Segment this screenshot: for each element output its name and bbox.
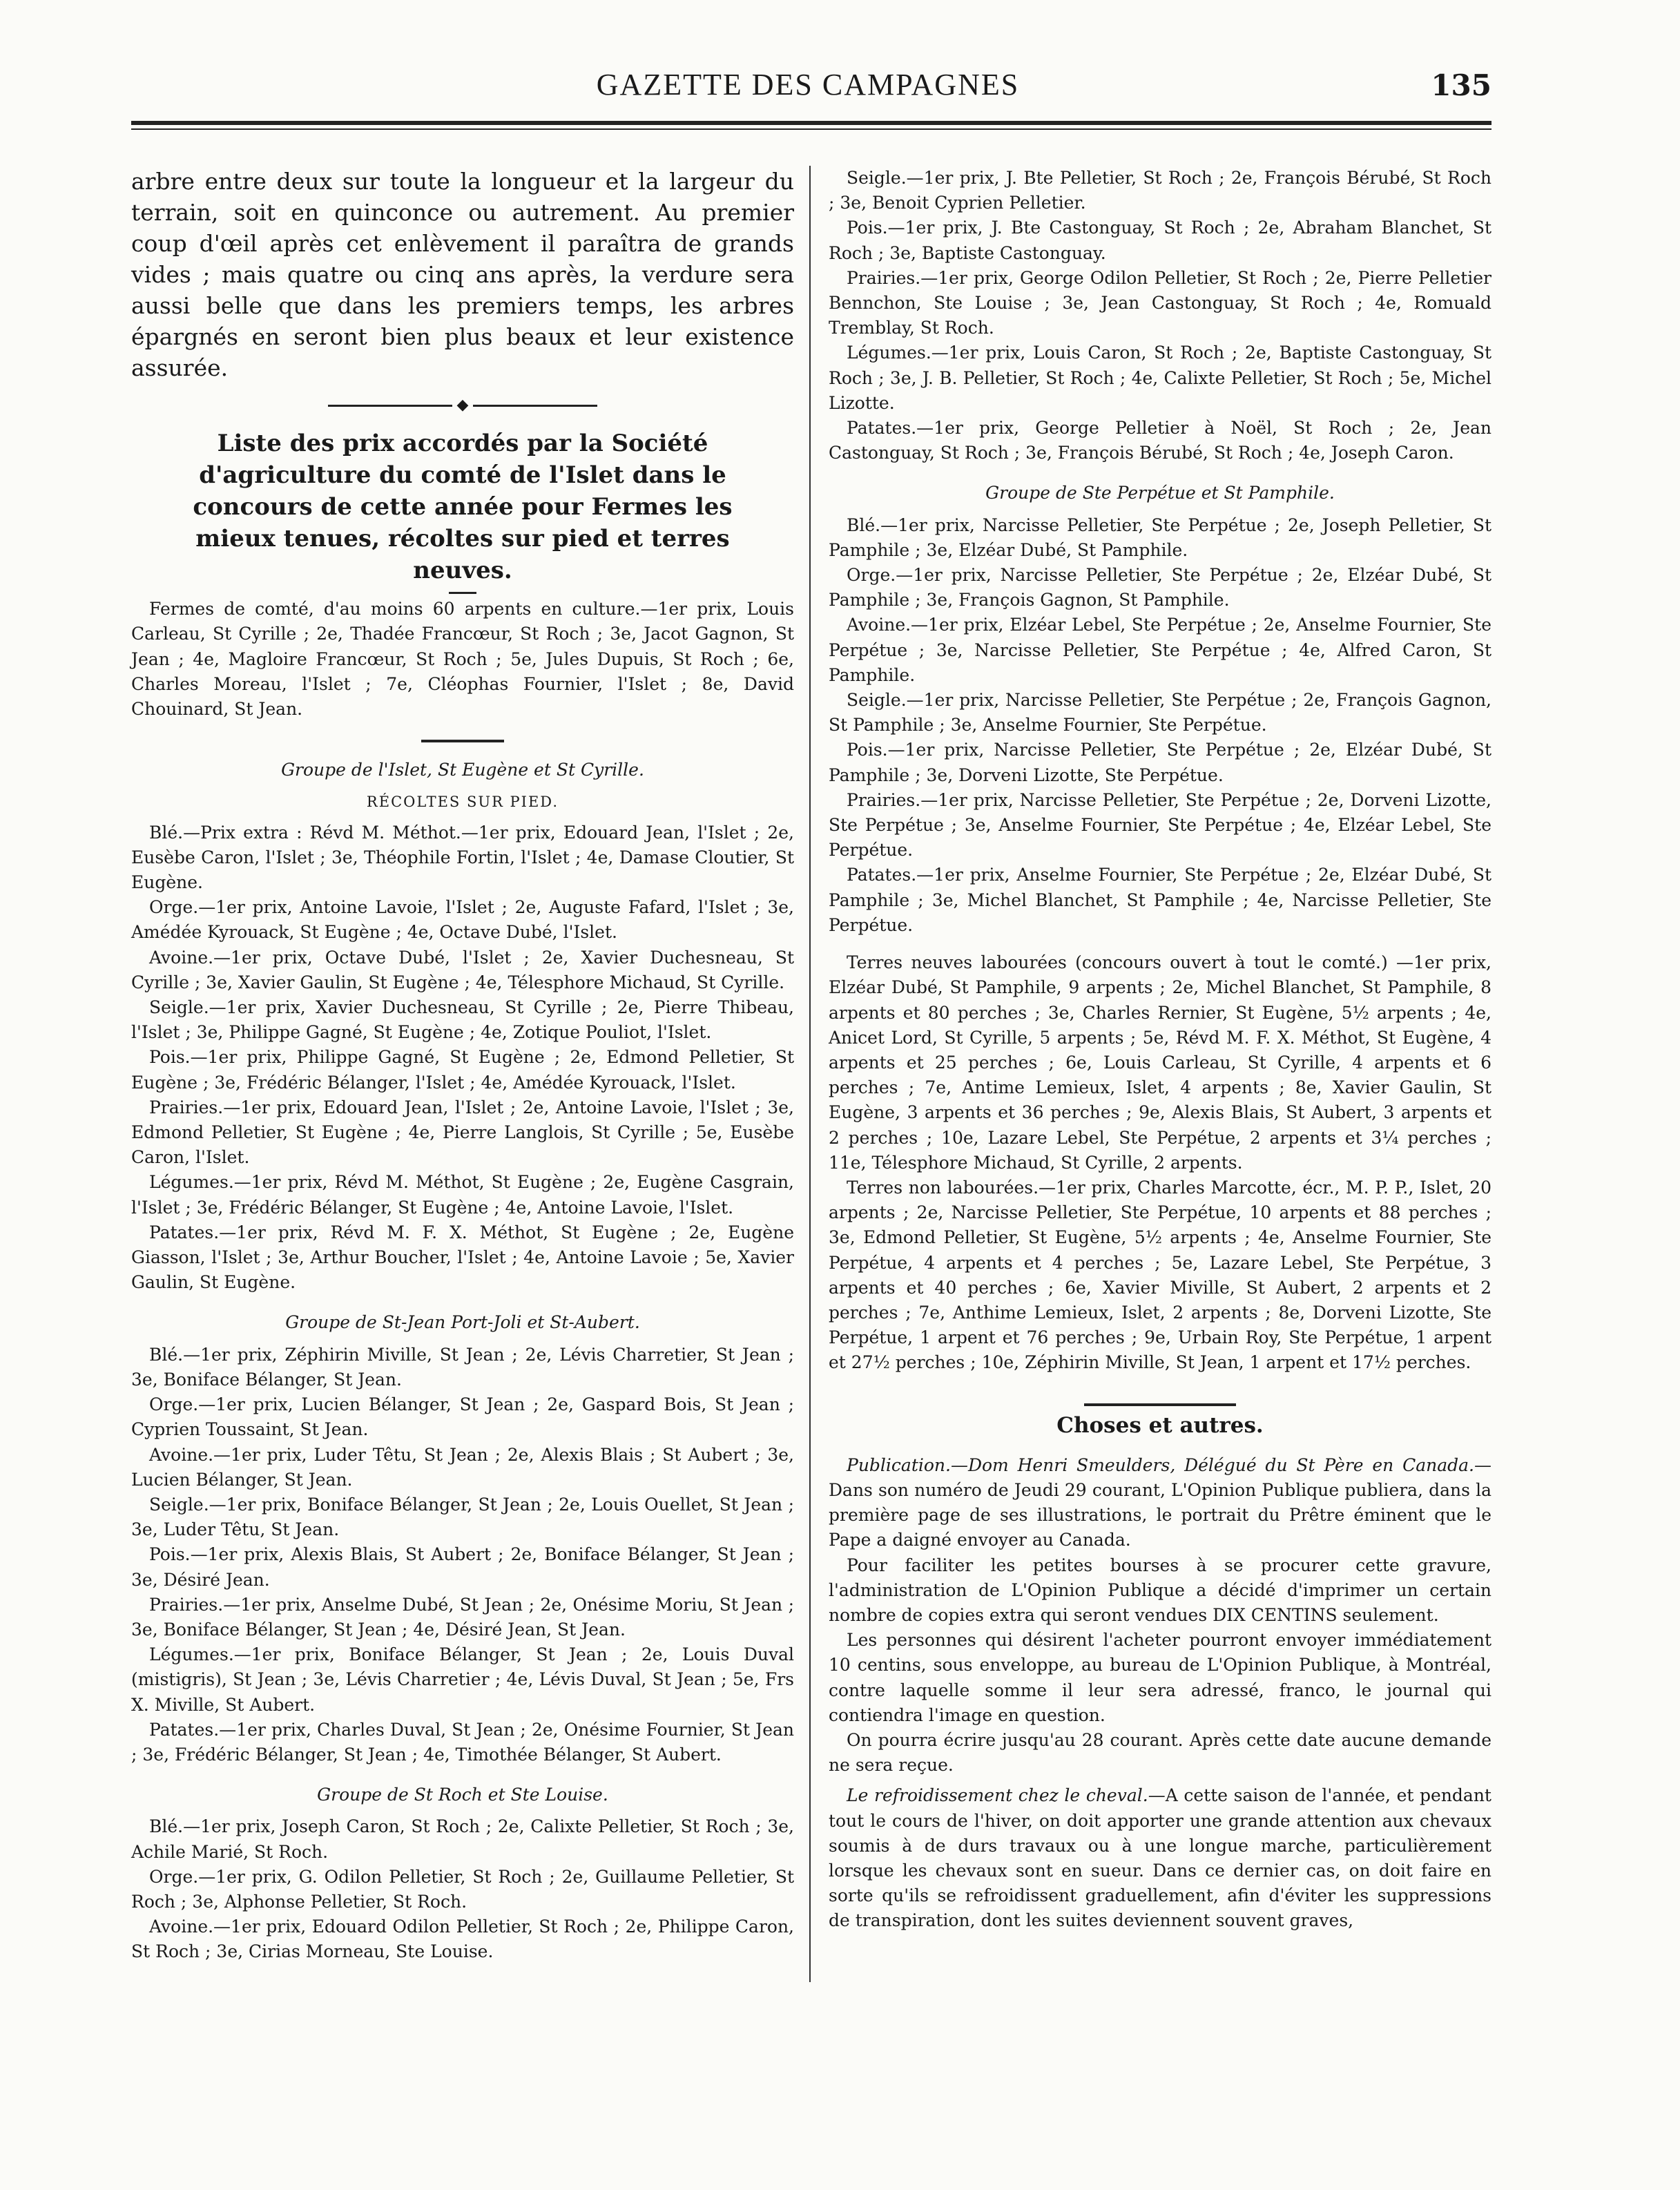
prize-entry: Avoine.—1er prix, Edouard Odilon Pelletier, St Roch ; 2e, Philippe Caron, St Roch ; 3e, Cirias Morneau, Ste Louise. [131,1917,794,1962]
prize-entry: Pois.—1er prix, J. Bte Castonguay, St Roch ; 2e, Abraham Blanchet, St Roch ; 3e, Baptiste Castonguay. [829,218,1491,263]
section-divider [421,740,504,742]
cheval-lead: Le refroidissement chez le cheval. [847,1785,1148,1806]
prize-entry: Patates.—1er prix, Révd M. F. X. Méthot, St Eugène ; 2e, Eugène Giasson, l'Islet ; 3e, Arthur Boucher, l'Islet ; 4e, Antoine Lavoie ; 5e, Xavier Gaulin, St Eugène. [131,1222,794,1293]
group-title: Groupe de St-Jean Port-Joli et St-Aubert. [285,1312,640,1333]
publication-lead: Publication.—Dom Henri Smeulders, Délégué du St Père en Canada. [847,1454,1474,1475]
prize-entry: Patates.—1er prix, Charles Duval, St Jean ; 2e, Onésime Fournier, St Jean ; 3e, Frédéric Bélanger, St Jean ; 4e, Timothée Bélanger, St Aubert. [131,1719,794,1765]
prize-list-headline: Liste des prix accordés par la Société d'agriculture du comté de l'Islet dans le concours de cette année pour Fermes les mieux tenues, récoltes sur pied et terres neuves. [193,430,733,585]
prize-entry: Légumes.—1er prix, Louis Caron, St Roch ; 2e, Baptiste Castonguay, St Roch ; 3e, J. B. Pelletier, St Roch ; 4e, Calixte Pelletier, St Roch ; 5e, Michel Lizotte. [829,343,1491,413]
prize-entry: Orge.—1er prix, Antoine Lavoie, l'Islet ; 2e, Auguste Fafard, l'Islet ; 3e, Amédée Kyrouack, St Eugène ; 4e, Octave Dubé, l'Islet. [131,897,794,943]
publication-title: GAZETTE DES CAMPAGNES [596,68,1020,102]
prize-entry: Avoine.—1er prix, Luder Têtu, St Jean ; 2e, Alexis Blais ; St Aubert ; 3e, Lucien Bélanger, St Jean. [131,1444,794,1490]
prize-entry: Seigle.—1er prix, Xavier Duchesneau, St Cyrille ; 2e, Pierre Thibeau, l'Islet ; 3e, Philippe Gagné, St Eugène ; 4e, Zotique Pouliot, l'Islet. [131,997,794,1043]
fermes-paragraph: Fermes de comté, d'au moins 60 arpents en culture.—1er prix, Louis Carleau, St Cyrille ; 2e, Thadée Francœur, St Roch ; 3e, Jacot Gagnon, St Jean ; 4e, Magloire Francœur, St Roch ; 5e, Jules Dupuis, St Roch ; 6e, Charles Moreau, l'Islet ; 7e, Cléophas Fournier, l'Islet ; 8e, David Chouinard, St Jean. [131,599,794,720]
prize-entry: Orge.—1er prix, Lucien Bélanger, St Jean ; 2e, Gaspard Bois, St Jean ; Cyprien Toussaint, St Jean. [131,1394,794,1440]
cheval-paragraph [829,1783,1491,1933]
prize-entry: Avoine.—1er prix, Octave Dubé, l'Islet ; 2e, Xavier Duchesneau, St Cyrille ; 3e, Xavier Gaulin, St Eugène ; 4e, Télesphore Michaud, St Cyrille. [131,947,794,992]
prize-entry: Blé.—1er prix, Joseph Caron, St Roch ; 2e, Calixte Pelletier, St Roch ; 3e, Achile Marié, St Roch. [131,1816,794,1862]
prize-entry: Prairies.—1er prix, Edouard Jean, l'Islet ; 2e, Antoine Lavoie, l'Islet ; 3e, Edmond Pelletier, St Eugène ; 4e, Pierre Langlois, St Cyrille ; 5e, Eusèbe Caron, l'Islet. [131,1097,794,1168]
prize-entry: Pois.—1er prix, Alexis Blais, St Aubert ; 2e, Boniface Bélanger, St Jean ; 3e, Désiré Jean. [131,1544,794,1590]
header-rule-thin [131,128,1491,130]
header-rule [131,121,1491,125]
right-column [829,166,1491,1934]
prize-entry: Blé.—1er prix, Narcisse Pelletier, Ste Perpétue ; 2e, Joseph Pelletier, St Pamphile ; 3e, Elzéar Dubé, St Pamphile. [829,515,1491,560]
publication-paragraph [829,1453,1491,1553]
prize-entry: Seigle.—1er prix, Boniface Bélanger, St Jean ; 2e, Louis Ouellet, St Jean ; 3e, Luder Têtu, St Jean. [131,1494,794,1540]
prize-entry: Seigle.—1er prix, Narcisse Pelletier, Ste Perpétue ; 2e, François Gagnon, St Pamphile ; 3e, Anselme Fournier, Ste Perpétue. [829,690,1491,736]
group-subtitle: RÉCOLTES SUR PIED. [366,794,559,811]
prize-entry: Orge.—1er prix, Narcisse Pelletier, Ste Perpétue ; 2e, Elzéar Dubé, St Pamphile ; 3e, François Gagnon, St Pamphile. [829,565,1491,611]
prize-entry: Blé.—1er prix, Zéphirin Miville, St Jean ; 2e, Lévis Charretier, St Jean ; 3e, Boniface Bélanger, St Jean. [131,1344,794,1390]
prize-entry: Seigle.—1er prix, J. Bte Pelletier, St Roch ; 2e, François Bérubé, St Roch ; 3e, Benoit Cyprien Pelletier. [829,168,1491,213]
prize-entry: Orge.—1er prix, G. Odilon Pelletier, St Roch ; 2e, Guillaume Pelletier, St Roch ; 3e, Alphonse Pelletier, St Roch. [131,1866,794,1912]
publication-paragraph-2: Pour faciliter les petites bourses à se procurer cette gravure, l'administration de L'Opinion Publique a décidé d'imprimer un certain nombre de copies extra qui seront vendues DIX CENTINS seulement. [829,1555,1491,1625]
prize-entry: Prairies.—1er prix, Anselme Dubé, St Jean ; 2e, Onésime Moriu, St Jean ; 3e, Boniface Bélanger, St Jean ; 4e, Désiré Jean, St Jean. [131,1594,794,1640]
group-title: Groupe de Ste Perpétue et St Pamphile. [985,483,1335,503]
prize-entry: Blé.—Prix extra : Révd M. Méthot.—1er prix, Edouard Jean, l'Islet ; 2e, Eusèbe Caron, l'Islet ; 3e, Théophile Fortin, l'Islet ; 4e, Damase Cloutier, St Eugène. [131,822,794,893]
group-title: Groupe de l'Islet, St Eugène et St Cyrille. [281,760,644,780]
choses-et-autres-title: Choses et autres. [1056,1412,1264,1438]
prize-entry: Avoine.—1er prix, Elzéar Lebel, Ste Perpétue ; 2e, Anselme Fournier, Ste Perpétue ; 3e, Narcisse Pelletier, Ste Perpétue ; 4e, Alfred Caron, St Pamphile. [829,615,1491,685]
intro-paragraph: arbre entre deux sur toute la longueur et la largeur du terrain, soit en quinconce ou autrement. Au premier coup d'œil après cet enlèvement il paraîtra de grands vides ; mais quatre ou cinq ans après, la verdure sera aussi belle que dans les premiers temps, les arbres épargnés en seront bien plus beaux et leur existence assurée. [131,168,794,381]
left-column [131,166,794,1965]
prize-entry: Patates.—1er prix, Anselme Fournier, Ste Perpétue ; 2e, Elzéar Dubé, St Pamphile ; 3e, Michel Blanchet, St Pamphile ; 4e, Narcisse Pelletier, Ste Perpétue. [829,865,1491,935]
cheval-text: —A cette saison de l'année, et pendant tout le cours de l'hiver, on doit apporter une grande attention aux chevaux soumis à de durs travaux ou à une longue marche, particulièrement lorsque les chevaux sont en sueur. Dans ce dernier cas, on doit faire en sorte qu'ils se refroidissent graduellement, afin d'éviter les suppressions de transpiration, dont les suites deviennent souvent graves, [829,1785,1491,1931]
prize-entry: Légumes.—1er prix, Boniface Bélanger, St Jean ; 2e, Louis Duval (mistigris), St Jean ; 3e, Lévis Charretier ; 4e, Lévis Duval, St Jean ; 5e, Frs X. Miville, St Aubert. [131,1644,794,1715]
masthead [124,61,1491,102]
prize-entry: Prairies.—1er prix, Narcisse Pelletier, Ste Perpétue ; 2e, Dorveni Lizotte, Ste Perpétue ; 3e, Anselme Fournier, Ste Perpétue ; 4e, Elzéar Lebel, Ste Perpétue. [829,789,1491,861]
column-divider [809,166,811,1982]
publication-text: —Dans son numéro de Jeudi 29 courant, L'Opinion Publique publiera, dans la première page de ses illustrations, le portrait du Prêtre éminent que le Pape a daigné envoyer au Canada. [829,1454,1491,1550]
short-divider [449,592,476,594]
prize-entry: Prairies.—1er prix, George Odilon Pelletier, St Roch ; 2e, Pierre Pelletier Bennchon, Ste Louise ; 3e, Jean Castonguay, St Roch ; 4e, Romuald Tremblay, St Roch. [829,267,1491,338]
publication-paragraph-3: Les personnes qui désirent l'acheter pourront envoyer immédiatement 10 centins, sous enveloppe, au bureau de L'Opinion Publique, à Montréal, contre laquelle somme il leur sera adressé, franco, le journal qui contiendra l'image en question. [829,1630,1491,1725]
ornament-divider: ◆ [131,393,794,418]
page-number: 135 [1431,68,1491,102]
group-title: Groupe de St Roch et Ste Louise. [317,1785,608,1805]
terres-non-labourees-paragraph: Terres non labourées.—1er prix, Charles Marcotte, écr., M. P. P., Islet, 20 arpents ; 2e, Narcisse Pelletier, Ste Perpétue, 10 arpents et 88 perches ; 3e, Edmond Pelletier, St Eugène, 5½ arpents ; 4e, Anselme Fournier, Ste Perpétue, 4 arpents et 4 perches ; 5e, Lazare Lebel, Ste Perpétue, 3 arpents et 40 perches ; 6e, Xavier Miville, St Aubert, 2 arpents et 2 perches ; 7e, Anthime Lemieux, Islet, 2 arpents ; 8e, Dorveni Lizotte, Ste Perpétue, 1 arpent et 76 perches ; 9e, Urbain Roy, Ste Perpétue, 1 arpent et 27½ perches ; 10e, Zéphirin Miville, St Jean, 1 arpent et 17½ perches. [829,1177,1491,1373]
prize-entry: Patates.—1er prix, George Pelletier à Noël, St Roch ; 2e, Jean Castonguay, St Roch ; 3e, François Bérubé, St Roch ; 4e, Joseph Caron. [829,418,1491,463]
prize-entry: Pois.—1er prix, Narcisse Pelletier, Ste Perpétue ; 2e, Elzéar Dubé, St Pamphile ; 3e, Dorveni Lizotte, Ste Perpétue. [829,740,1491,785]
terres-labourees-paragraph: Terres neuves labourées (concours ouvert à tout le comté.) —1er prix, Elzéar Dubé, St Pamphile, 9 arpents ; 2e, Michel Blanchet, St Pamphile, 8 arpents et 80 perches ; 3e, Charles Rernier, St Eugène, 5½ arpents ; 4e, Anicet Lord, St Cyrille, 5 arpents ; 5e, Révd M. F. X. Méthot, St Eugène, 4 arpents et 25 perches ; 6e, Louis Carleau, St Cyrille, 4 arpents et 6 perches ; 7e, Antime Lemieux, Islet, 4 arpents ; 8e, Xavier Gaulin, St Eugène, 3 arpents et 36 perches ; 9e, Alexis Blais, St Aubert, 3 arpents et 2 perches ; 10e, Lazare Lebel, Ste Perpétue, 2 arpents et 3¼ perches ; 11e, Télesphore Michaud, St Cyrille, 2 arpents. [829,952,1491,1173]
prize-entry: Pois.—1er prix, Philippe Gagné, St Eugène ; 2e, Edmond Pelletier, St Eugène ; 3e, Frédéric Bélanger, l'Islet ; 4e, Amédée Kyrouack, l'Islet. [131,1047,794,1093]
section-divider [1084,1403,1236,1406]
prize-entry: Légumes.—1er prix, Révd M. Méthot, St Eugène ; 2e, Eugène Casgrain, l'Islet ; 3e, Frédéric Bélanger, St Eugène ; 4e, Antoine Lavoie, l'Islet. [131,1172,794,1218]
publication-paragraph-4: On pourra écrire jusqu'au 28 courant. Après cette date aucune demande ne sera reçue. [829,1729,1491,1776]
